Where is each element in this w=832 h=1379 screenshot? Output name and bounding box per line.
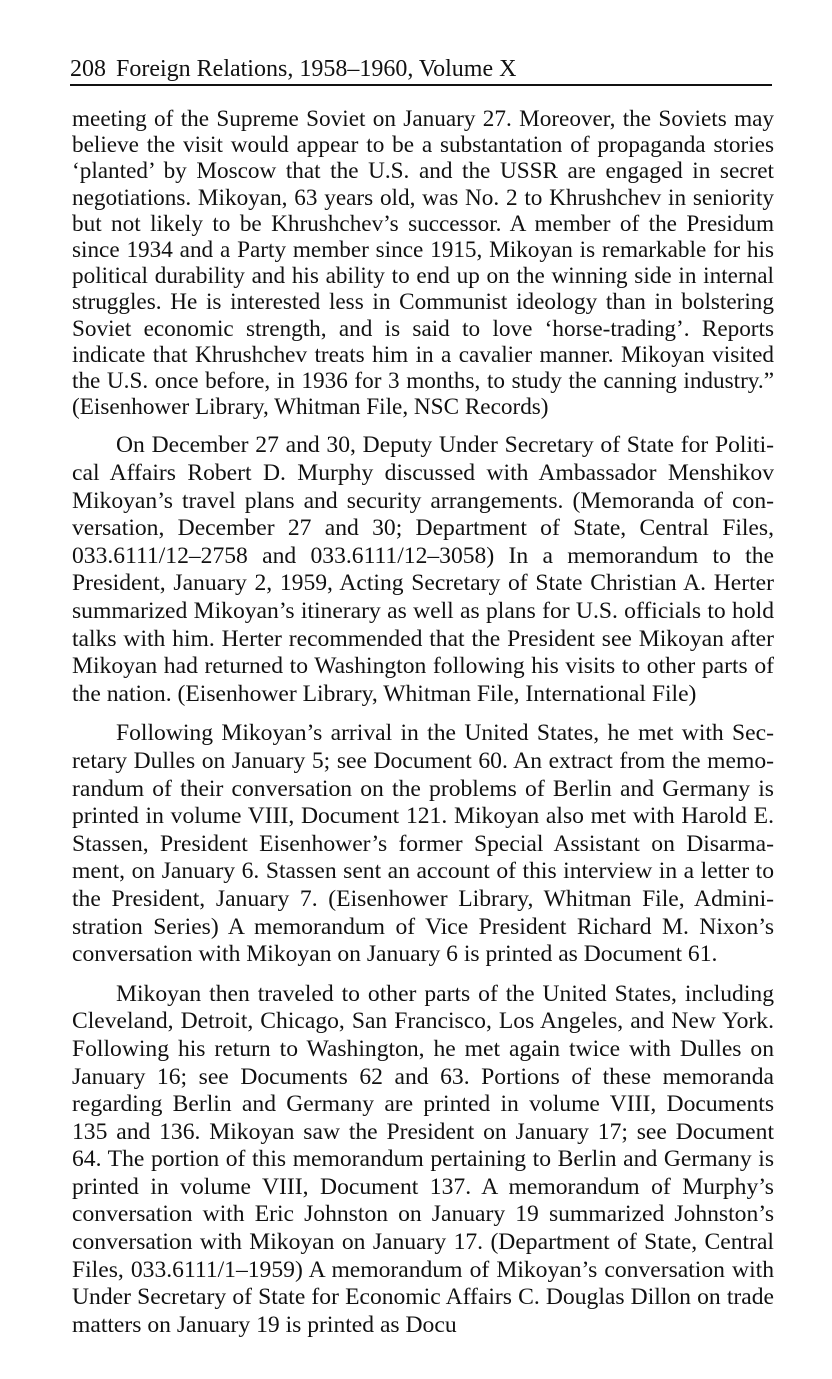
paragraph-continued: meeting of the Supreme Soviet on January 27. Moreover, the Soviets may believe the visit would appear to be a substantation of propaganda stories ‘planted’ by Moscow that the U.S. and the USSR are engaged in secret negotiations. Mikoyan, 63 years old, was No. 2 to Khrushchev in seniority but not likely to be Khrushchev’s successor. A member of the Presidum since 1934 and a Party member since 1915, Mikoyan is remarkable for his political durability and his ability to end up on the winning side in internal struggles. He is interested less in Communist ideology than in bolstering Soviet economic strength, and is said to love ‘horse-trading’. Reports indicate that Khrushchev treats him in a cavalier manner. Mikoyan visited the U.S. once before, in 1936 for 3 months, to study the canning industry.” (Eisenhower Library, Whitman File, NSC Records) <box>72 106 774 421</box>
paragraph-murphy-menshikov: On December 27 and 30, Deputy Under Secretary of State for Political Affairs Robert D. Murphy discussed with Ambassador Menshikov Mikoyan’s travel plans and security arrangements. (Memoranda of conversation, December 27 and 30; Department of State, Central Files, 033.6111/12–2758 and 033.6111/12–3058) In a memorandum to the President, January 2, 1959, Acting Secretary of State Christian A. Herter summarized Mikoyan’s itinerary as well as plans for U.S. officials to hold talks with him. Herter recommended that the President see Mikoyan after Mikoyan had returned to Washington following his visits to other parts of the nation. (Eisenhower Library, Whitman File, International File) <box>72 432 774 707</box>
page-number: 208 <box>70 56 106 82</box>
running-header <box>70 54 772 86</box>
paragraph-travels: Mikoyan then traveled to other parts of the United States, including Cleveland, Detroit, Chicago, San Francisco, Los Angeles, and New York. Following his return to Washington, he met again twice with Dulles on January 16; see Documents 62 and 63. Portions of these memoranda regarding Berlin and Germany are printed in volume VIII, Documents 135 and 136. Mikoyan saw the President on January 17; see Document 64. The portion of this memorandum pertaining to Berlin and Germany is printed in volume VIII, Document 137. A memorandum of Murphy’s conversation with Eric Johnston on January 19 summarized Johnston’s conversation with Mikoyan on January 17. (Department of State, Central Files, 033.6111/1–1959) A memorandum of Mikoyan’s conversation with Under Secretary of State for Economic Affairs C. Douglas Dillon on trade matters on January 19 is printed as Docu <box>72 980 774 1338</box>
paragraph-dulles-meeting: Following Mikoyan’s arrival in the United States, he met with Secretary Dulles on January 5; see Document 60. An extract from the memorandum of their conversation on the problems of Berlin and Germany is printed in volume VIII, Document 121. Mikoyan also met with Harold E. Stassen, President Eisenhower’s former Special Assistant on Disarmament, on January 6. Stassen sent an account of this interview in a letter to the President, January 7. (Eisenhower Library, Whitman File, Administration Series) A memorandum of Vice President Richard M. Nixon’s conversation with Mikoyan on January 6 is printed as Document 61. <box>72 720 774 968</box>
volume-title: Foreign Relations, 1958–1960, Volume X <box>116 56 517 82</box>
body-text <box>72 106 774 1351</box>
